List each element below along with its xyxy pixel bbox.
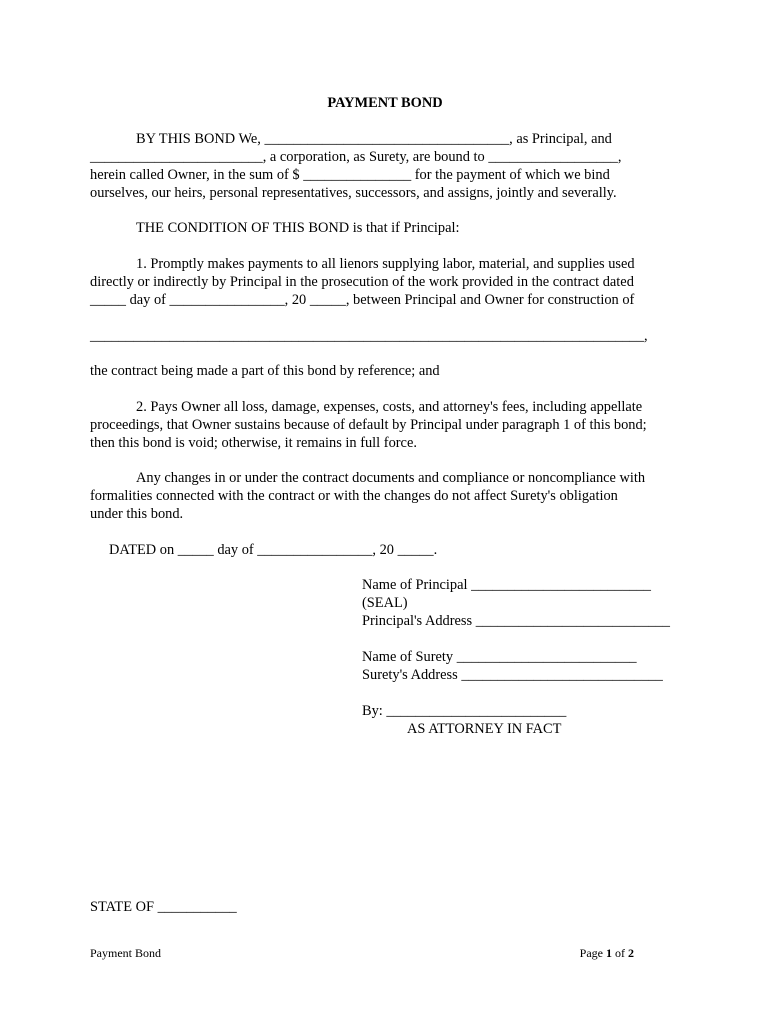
footer-document-name: Payment Bond <box>90 946 161 960</box>
changes-line-1: Any changes in or under the contract documents and compliance or noncompliance with <box>136 470 646 486</box>
clause2-line-1: 2. Pays Owner all loss, damage, expenses, costs, and attorney's fees, including appellate <box>136 399 643 415</box>
of-label: of <box>615 946 625 960</box>
surety-address-field: Surety's Address ____________________________ <box>362 667 663 683</box>
page-total: 2 <box>628 946 634 960</box>
page-label: Page <box>579 946 603 960</box>
clause1-line-3: _____ day of ________________, 20 _____, between Principal and Owner for construction of <box>90 292 635 308</box>
intro-line-1: BY THIS BOND We, __________________________________, as Principal, and <box>136 131 612 147</box>
condition-heading: THE CONDITION OF THIS BOND is that if Principal: <box>136 220 460 236</box>
clause1-line-1: 1. Promptly makes payments to all lienors supplying labor, material, and supplies used <box>136 256 635 272</box>
clause2-line-2: proceedings, that Owner sustains because of default by Principal under paragraph 1 of this bond; <box>90 417 647 433</box>
changes-line-2: formalities connected with the contract or with the changes do not affect Surety's obligation <box>90 488 618 504</box>
intro-line-3: herein called Owner, in the sum of $ _______________ for the payment of which we bind <box>90 167 610 183</box>
document-title: PAYMENT BOND <box>327 95 443 111</box>
clause2-line-3: then this bond is void; otherwise, it remains in full force. <box>90 435 417 451</box>
changes-line-3: under this bond. <box>90 506 184 522</box>
seal-label: (SEAL) <box>362 595 408 611</box>
clause1-construction-blank: _____________________________________________________________________________, <box>90 328 648 344</box>
by-signature-line: By: _________________________ <box>362 703 567 719</box>
dated-line: DATED on _____ day of ________________, 20 _____. <box>109 542 438 558</box>
clause1-line-2: directly or indirectly by Principal in the prosecution of the work provided in the contract dated <box>90 274 634 290</box>
name-of-surety-field: Name of Surety _________________________ <box>362 649 637 665</box>
intro-line-2: ________________________, a corporation, as Surety, are bound to __________________, <box>90 149 622 165</box>
footer-page-number <box>580 946 634 960</box>
clause1-line-5: the contract being made a part of this bond by reference; and <box>90 363 440 379</box>
name-of-principal-field: Name of Principal _________________________ <box>362 577 651 593</box>
principal-address-field: Principal's Address ___________________________ <box>362 613 670 629</box>
state-of-field: STATE OF ___________ <box>90 899 237 915</box>
attorney-in-fact-label: AS ATTORNEY IN FACT <box>407 721 562 737</box>
page-current: 1 <box>606 946 612 960</box>
intro-line-4: ourselves, our heirs, personal representatives, successors, and assigns, jointly and severally. <box>90 185 617 201</box>
